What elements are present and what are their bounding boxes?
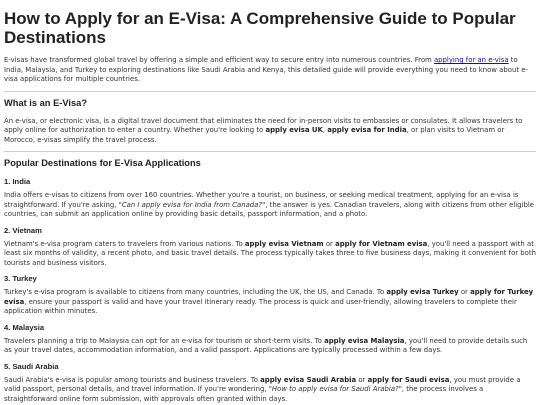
vietnam-paragraph — [4, 240, 536, 269]
turkey-paragraph — [4, 288, 536, 317]
what-is-section — [4, 91, 536, 146]
malaysia-text-2: , you'll need to provide details such as your travel dates, accommodation information, and a valid passport. Applications are typically processed within a few days. — [4, 336, 528, 354]
vietnam-bold-1: apply evisa Vietnam — [244, 239, 324, 248]
turkey-bold-1: apply evisa Turkey — [386, 288, 459, 296]
india-text-1: India offers e-visas to citizens from over 160 countries. Whether you're a tourist, on business, or seeking medical treatment, applying for an e-visa is straightforward. If you're asking, — [4, 191, 519, 209]
turkey-text-1: Turkey's e-visa program is available to citizens from many countries, including the UK, the US, and Canada. To — [4, 288, 387, 296]
apply-evisa-link[interactable]: applying for an e-visa — [433, 56, 509, 64]
turkey-heading: 3. Turkey — [4, 274, 37, 283]
turkey-text-3: , ensure your passport is valid and have your travel itinerary ready. The process is quick and user-friendly, allowing travelers to complete their application within minutes. — [4, 297, 517, 315]
what-is-text-2: , — [322, 126, 328, 134]
india-paragraph — [4, 191, 536, 220]
india-heading: 1. India — [4, 177, 31, 186]
popular-heading: Popular Destinations for E-Visa Applications — [4, 158, 201, 168]
saudi-italic-1: "How to apply evisa for Saudi Arabia?" — [268, 385, 402, 393]
page-title: How to Apply for an E-Visa: A Comprehensive Guide to Popular Destinations — [4, 9, 516, 47]
india-italic-1: "Can I apply evisa for India from Canada?" — [118, 200, 266, 209]
what-is-text-1: An e-visa, or electronic visa, is a digital travel document that eliminates the need for in-person visits to embassies or consulates. It allows travelers to apply online for authorization to enter a country. Whether you're looking to — [4, 116, 523, 134]
what-is-bold-1: apply evisa UK — [265, 126, 323, 134]
intro-text-before: E-visas have transformed global travel by offering a simple and efficient way to secure entry into numerous countries. From — [4, 56, 434, 64]
saudi-heading: 5. Saudi Arabia — [4, 361, 59, 371]
saudi-text-3: , you must provide a valid passport, personal details, and travel information. If you're wondering, — [4, 375, 521, 393]
saudi-text-1: Saudi Arabia's e-visa is popular among tourists and business travelers. To — [4, 375, 261, 384]
turkey-bold-2: apply for Turkey evisa — [4, 288, 534, 306]
what-is-heading: What is an E-Visa? — [4, 97, 88, 108]
malaysia-heading: 4. Malaysia — [4, 322, 45, 332]
malaysia-text-1: Travelers planning a trip to Malaysia can opt for an e-visa for tourism or short-term visits. To — [4, 336, 325, 345]
saudi-text-2: or — [356, 375, 368, 384]
popular-section — [4, 151, 536, 404]
intro-text-after: to India, Malaysia, and Turkey to exploring destinations like Saudi Arabia and Kenya, this detailed guide will provide everything you need to know about e-visa applications for multiple countries. — [4, 56, 528, 83]
india-text-2: , the answer is yes. Canadian travelers, along with citizens from other eligible countries, can submit an application online by providing basic details, passport information, and a photo. — [4, 200, 534, 218]
vietnam-heading: 2. Vietnam — [4, 225, 42, 235]
destination-list — [4, 177, 536, 404]
turkey-text-2: or — [458, 288, 471, 296]
intro-paragraph — [4, 56, 536, 85]
vietnam-text-2: or — [323, 239, 336, 248]
vietnam-text-3: , you'll need a passport with at least six months of validity, a recent photo, and basic travel details. The process typically takes three to five business days, making it convenient for both tourists and business visitors. — [4, 239, 536, 267]
saudi-bold-1: apply evisa Saudi Arabia — [260, 375, 357, 384]
saudi-paragraph — [4, 376, 536, 405]
what-is-text-3: , or plan visits to Vietnam or Morocco, e-visas simplify the travel process. — [4, 126, 505, 144]
saudi-text-4: , the process involves a straightforward online form submission, with approvals often granted within days. — [4, 385, 484, 403]
malaysia-bold-1: apply evisa Malaysia — [324, 336, 405, 345]
what-is-bold-2: apply evisa for India — [327, 126, 407, 134]
vietnam-bold-2: apply for Vietnam evisa — [335, 239, 428, 248]
vietnam-text-1: Vietnam's e-visa program caters to travelers from various nations. To — [4, 239, 245, 248]
what-is-paragraph — [4, 117, 536, 146]
saudi-bold-2: apply for Saudi evisa — [367, 375, 450, 384]
malaysia-paragraph — [4, 337, 536, 356]
